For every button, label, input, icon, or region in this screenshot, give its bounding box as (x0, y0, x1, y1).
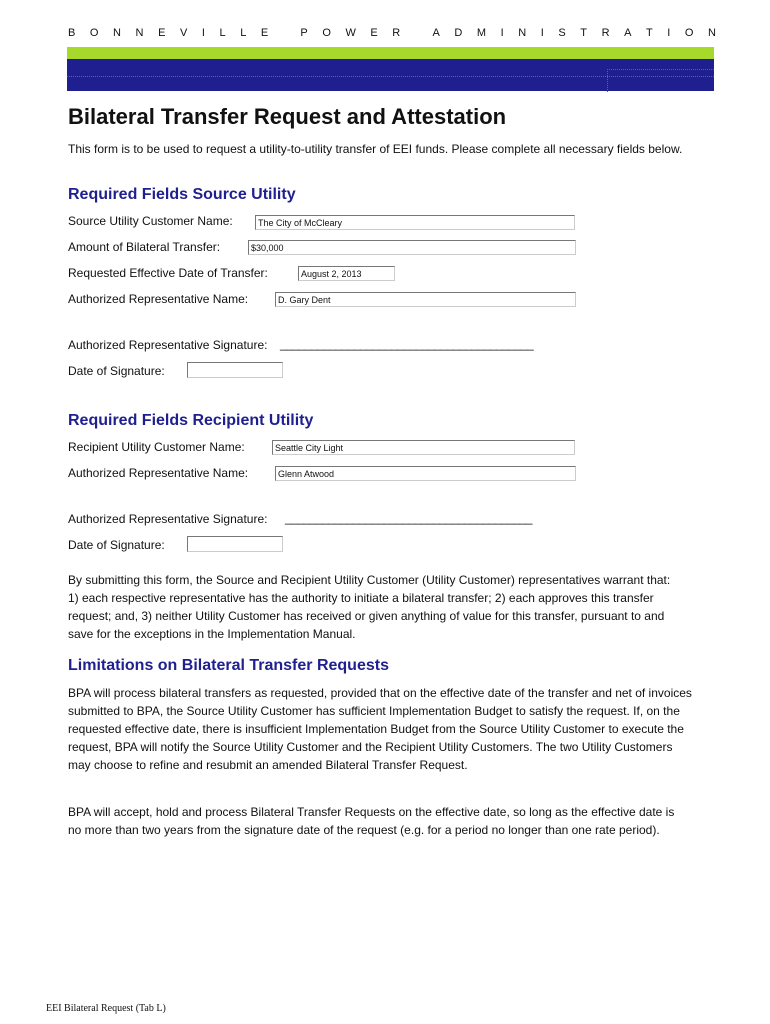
agency-letter: I (667, 27, 671, 39)
agency-letter: N (708, 27, 716, 39)
agency-letter: O (89, 27, 99, 39)
source-rep-name-field[interactable]: D. Gary Dent (275, 292, 576, 307)
agency-letter: A (432, 27, 440, 39)
agency-letter (415, 27, 418, 39)
source-signature-line: _________________________________________ (280, 337, 534, 351)
agency-letter: E (370, 27, 378, 39)
recipient-rep-name-field[interactable]: Glenn Atwood (275, 466, 576, 481)
recipient-rep-name-label: Authorized Representative Name: (68, 466, 249, 480)
agency-letter: P (300, 27, 308, 39)
source-customer-name-label: Source Utility Customer Name: (68, 214, 233, 228)
agency-letter: T (580, 27, 587, 39)
source-signature-label: Authorized Representative Signature: (68, 338, 268, 352)
agency-letter: N (135, 27, 144, 39)
agency-letter: E (158, 27, 166, 39)
agency-letter: T (645, 27, 653, 39)
amount-label: Amount of Bilateral Transfer: (68, 240, 221, 254)
recipient-customer-name-field[interactable]: Seattle City Light (272, 440, 575, 455)
source-sig-date-label: Date of Signature: (68, 364, 165, 378)
recipient-sig-date-field[interactable] (187, 536, 283, 552)
agency-letter: I (540, 27, 544, 39)
effective-date-label: Requested Effective Date of Transfer: (68, 266, 268, 280)
agency-letter: R (601, 27, 610, 39)
agency-letter: R (392, 27, 401, 39)
amount-field[interactable]: $30,000 (248, 240, 576, 255)
header-blue-bar (67, 59, 714, 91)
agency-letter: L (219, 27, 226, 39)
agency-letter: N (518, 27, 527, 39)
agency-letter: A (624, 27, 632, 39)
page-title: Bilateral Transfer Request and Attestation (68, 104, 507, 129)
source-rep-name-label: Authorized Representative Name: (68, 292, 249, 306)
agency-letter: W (345, 27, 356, 39)
agency-letter: V (179, 27, 188, 39)
header-notch (607, 69, 714, 92)
agency-letter: M (476, 27, 487, 39)
agency-letter (283, 27, 286, 39)
source-heading: Required Fields Source Utility (68, 186, 296, 203)
agency-name (68, 27, 716, 39)
recipient-signature-line: ________________________________________ (285, 511, 532, 525)
limitations-paragraph-2: BPA will accept, hold and process Bilateral Transfer Requests on the effective date, so long as the effective date is no more than two years from the signature date of the request (e.g. for a period no longer than one rate period). (68, 805, 675, 837)
agency-letter: N (113, 27, 121, 39)
limitations-heading: Limitations on Bilateral Transfer Requests (68, 657, 389, 674)
agency-letter: D (454, 27, 463, 39)
limitations-paragraph-1: BPA will process bilateral transfers as requested, provided that on the effective date of the transfer and net of invoices submitted to BPA, the Source Utility Customer has sufficient Implementation Budget to satisfy the request. If, on the requested effective date, there is insufficient Implementation Budget from the Source Utility Customer to execute the request, BPA will notify the Source Utility Customer and the Recipient Utility Customers. The two Utility Customers may choose to refine and resubmit an amended Bilateral Transfer Request. (68, 686, 692, 772)
agency-letter: B (68, 27, 76, 39)
recipient-signature-label: Authorized Representative Signature: (68, 512, 268, 526)
recipient-heading: Required Fields Recipient Utility (68, 412, 314, 429)
agency-letter: O (322, 27, 331, 39)
agency-letter: O (684, 27, 694, 39)
recipient-customer-name-label: Recipient Utility Customer Name: (68, 440, 245, 454)
agency-letter: S (558, 27, 566, 39)
footer-label: EEI Bilateral Request (Tab L) (46, 1003, 166, 1014)
agency-letter: E (260, 27, 269, 39)
agency-letter: L (240, 27, 247, 39)
attestation-text: By submitting this form, the Source and Recipient Utility Customer (Utility Customer) representatives warrant that: 1) each respective representative has the authority to initiate a bilateral transfer; 2) each approves this transfer request; and, 3) neither Utility Customer has received or given anything of value for this transfer, pursuant to and save for the exceptions in the Implementation Manual. (68, 573, 671, 641)
source-sig-date-field[interactable] (187, 362, 283, 378)
header-green-bar (67, 47, 714, 59)
effective-date-field[interactable]: August 2, 2013 (298, 266, 395, 281)
agency-letter: I (201, 27, 205, 39)
intro-text: This form is to be used to request a utility-to-utility transfer of EEI funds. Please complete all necessary fields below. (68, 142, 683, 156)
agency-letter: I (500, 27, 504, 39)
recipient-sig-date-label: Date of Signature: (68, 538, 165, 552)
source-customer-name-field[interactable]: The City of McCleary (255, 215, 575, 230)
